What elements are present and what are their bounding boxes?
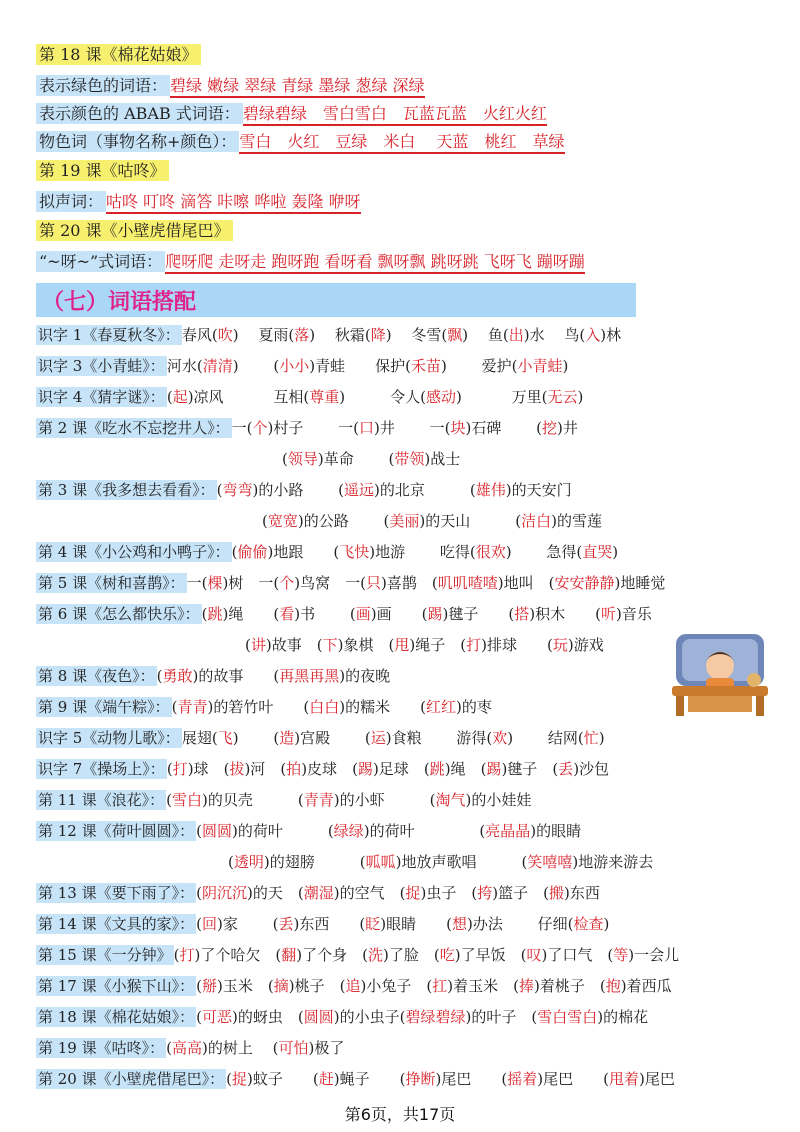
- section-title-bar: [36, 283, 636, 317]
- row-4: (领导)革命 (带领)战士: [282, 450, 461, 468]
- green-words-line: 表示绿色的词语： 碧绿 嫩绿 翠绿 青绿 墨绿 葱绿 深绿: [36, 73, 780, 96]
- row-20: 第 15 课《一分钟》 (打)了个哈欠 (翻)了个身 (洗)了脸 (吃)了早饭 (叹)了口气 (等)一会儿: [38, 946, 680, 964]
- row-13: 识字 5《动物儿歌》： 展翅(飞) (造)宫殿 (运)食粮 游得(欢) 结网(忙): [38, 729, 605, 747]
- page-footer: 第6页，共17页: [344, 1105, 456, 1124]
- lesson19-title: 第 19 课《咕咚》: [36, 158, 780, 181]
- row-18: 第 13 课《要下雨了》： (阴沉沉)的天 (潮湿)的空气 (捉)虫子 (挎)篮子 (搬)东西: [38, 884, 600, 902]
- row-21: 第 17 课《小猴下山》： (掰)玉米 (摘)桃子 (追)小兔子 (扛)着玉米 (捧)着桃子 (抱)着西瓜: [38, 977, 672, 995]
- row-16: 第 12 课《荷叶圆圆》： (圆圆)的荷叶 (绿绿)的荷叶 (亮晶晶)的眼睛: [38, 822, 582, 840]
- row-15: 第 11 课《浪花》： (雪白)的贝壳 (青青)的小虾 (淘气)的小娃娃: [38, 791, 532, 809]
- row-10: (讲)故事 (下)象棋 (甩)绳子 (打)排球 (玩)游戏: [245, 636, 604, 654]
- nisheng-words-line: 拟声词： 咕咚 叮咚 滴答 咔嚓 哗啦 轰隆 咿呀: [36, 189, 780, 212]
- row-7: 第 4 课《小公鸡和小鸭子》： (偷偷)地跟 (飞快)地游 吃得(很欢) 急得(直哭): [38, 543, 619, 561]
- lesson20-title: 第 20 课《小壁虎借尾巴》: [36, 218, 780, 241]
- row-3: 第 2 课《吃水不忘挖井人》： 一(个)村子 一(口)井 一(块)石碑 (挖)井: [38, 419, 578, 437]
- row-23: 第 19 课《咕咚》： (高高)的树上 (可怕)极了: [38, 1039, 345, 1057]
- row-5: 第 3 课《我多想去看看》： (弯弯)的小路 (遥远)的北京 (雄伟)的天安门: [38, 481, 572, 499]
- section-title: （七）词语搭配: [42, 290, 197, 315]
- ya-words-line: “~呀~”式词语： 爬呀爬 走呀走 跑呀跑 看呀看 飘呀飘 跳呀跳 飞呀飞 蹦呀蹦: [36, 249, 780, 272]
- abab-words-line: 表示颜色的 ABAB 式词语： 碧绿碧绿 雪白雪白 瓦蓝瓦蓝 火红火红: [36, 101, 780, 124]
- row-22: 第 18 课《棉花姑娘》： (可恶)的蚜虫 (圆圆)的小虫子(碧绿碧绿)的叶子 (雪白雪白)的棉花: [38, 1008, 649, 1026]
- row-0: 识字 1《春夏秋冬》： 春风(吹) 夏雨(落) 秋霜(降) 冬雪(飘) 鱼(出)水 鸟(入)林: [38, 326, 622, 344]
- row-1: 识字 3《小青蛙》： 河水(清清) (小小)青蛙 保护(禾苗) 爱护(小青蛙): [38, 357, 569, 375]
- row-12: 第 9 课《端午粽》： (青青)的箬竹叶 (白白)的糯米 (红红)的枣: [38, 698, 492, 716]
- row-11: 第 8 课《夜色》： (勇敢)的故事 (再黑再黑)的夜晚: [38, 667, 391, 685]
- wuse-words-line: 物色词（事物名称+颜色）： 雪白 火红 豆绿 米白 天蓝 桃红 草绿: [36, 129, 780, 152]
- row-24: 第 20 课《小壁虎借尾巴》： (捉)蚊子 (赶)蝇子 (挣断)尾巴 (摇着)尾巴 (甩着)尾巴: [38, 1070, 675, 1088]
- row-19: 第 14 课《文具的家》： (回)家 (丢)东西 (眨)眼睛 (想)办法 仔细(检查): [38, 915, 610, 933]
- child-illustration: [668, 630, 772, 722]
- row-9: 第 6 课《怎么都快乐》： (跳)绳 (看)书 (画)画 (踢)毽子 (搭)积木 (听)音乐: [38, 605, 652, 623]
- row-6: (宽宽)的公路 (美丽)的天山 (洁白)的雪莲: [262, 512, 603, 530]
- lesson18-title: 第 18 课《棉花姑娘》: [36, 42, 780, 65]
- row-2: 识字 4《猜字谜》： (起)凉风 互相(尊重) 令人(感动) 万里(无云): [38, 388, 584, 406]
- row-14: 识字 7《操场上》： (打)球 (拔)河 (拍)皮球 (踢)足球 (跳)绳 (踢)毽子 (丢)沙包: [38, 760, 610, 778]
- row-17: (透明)的翅膀 (呱呱)地放声歌唱 (笑嘻嘻)地游来游去: [228, 853, 654, 871]
- row-8: 第 5 课《树和喜鹊》： 一(棵)树 一(个)鸟窝 一(只)喜鹊 (叽叽喳喳)地叫 (安安静静)地睡觉: [38, 574, 666, 592]
